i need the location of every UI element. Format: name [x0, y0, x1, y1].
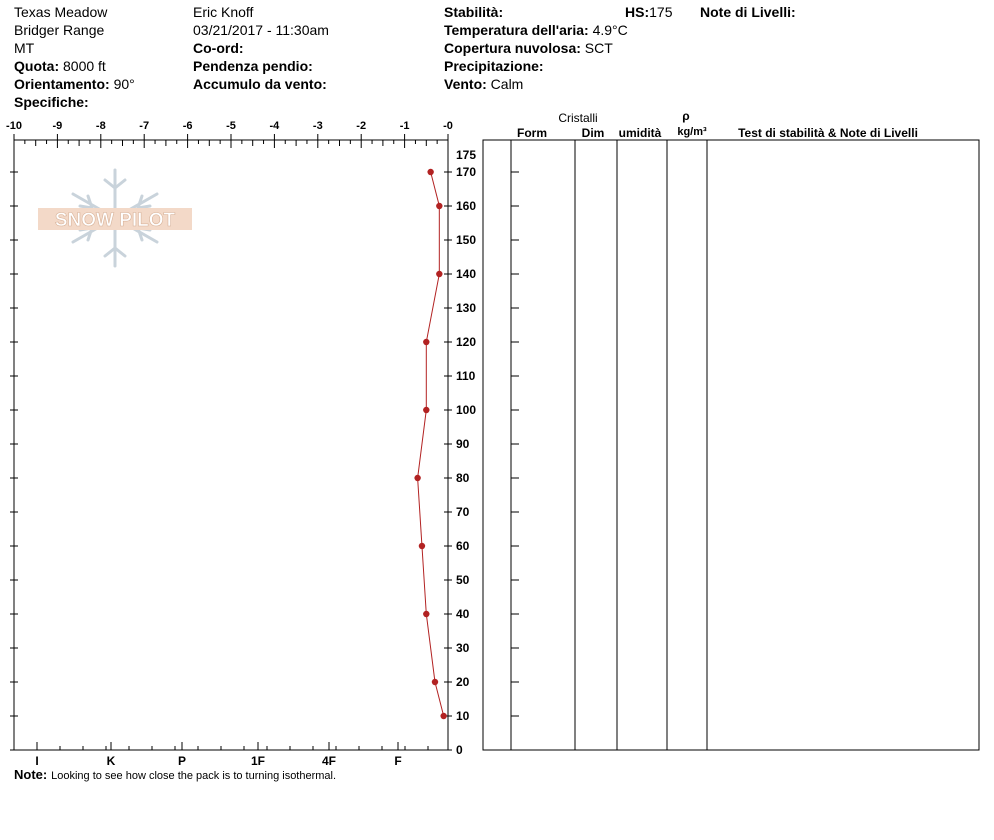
- height-tick-label: 150: [456, 233, 477, 247]
- profile-point: [414, 475, 420, 481]
- temp-tick-label: -6: [182, 120, 193, 132]
- height-tick-label: 80: [456, 471, 470, 485]
- accumulo-label: Accumulo da vento:: [193, 76, 327, 92]
- height-tick-label: 90: [456, 437, 470, 451]
- height-tick-label: 0: [456, 743, 463, 757]
- table-height-ticks: [511, 172, 519, 716]
- profile-point: [419, 543, 425, 549]
- header-dim: Dim: [581, 126, 605, 140]
- copertura-label: Copertura nuvolosa:: [444, 40, 581, 56]
- height-tick-label: 60: [456, 539, 470, 553]
- coord-label: Co-ord:: [193, 40, 244, 56]
- header-umidita: umidità: [618, 126, 662, 140]
- note-livelli-label: Note di Livelli:: [700, 4, 796, 20]
- temp-label: Temperatura dell'aria:: [444, 22, 589, 38]
- observer-name: Eric Knoff: [193, 4, 254, 20]
- header-cristalli: Cristalli: [558, 111, 598, 125]
- location-name: Texas Meadow: [14, 4, 108, 20]
- temp-tick-label: -1: [399, 120, 410, 132]
- specifiche-label: Specifiche:: [14, 94, 89, 110]
- logo-text: SNOW PILOT: [54, 210, 176, 231]
- temp-tick-label: -0: [443, 120, 453, 132]
- quota-value: 8000 ft: [63, 58, 106, 74]
- header-rho-unit: kg/m³: [677, 126, 707, 138]
- height-tick-label: 40: [456, 607, 470, 621]
- profile-point: [423, 611, 429, 617]
- profile-point: [436, 271, 442, 277]
- header-form: Form: [517, 126, 547, 140]
- hardness-label: P: [177, 754, 187, 768]
- temp-tick-label: -3: [312, 120, 323, 132]
- temp-tick-label: -5: [226, 120, 236, 132]
- height-tick-label: 110: [456, 369, 476, 383]
- hs-value: 175: [649, 4, 673, 20]
- temp-tick-label: -10: [6, 120, 22, 132]
- state-name: MT: [14, 40, 35, 56]
- height-tick-label: 120: [456, 335, 477, 349]
- profile-point: [440, 713, 446, 719]
- temp-tick-label: -2: [356, 120, 367, 132]
- height-tick-label: 140: [456, 267, 477, 281]
- profile-point: [436, 203, 442, 209]
- profile-line: [418, 172, 444, 716]
- height-tick-label: 100: [456, 403, 477, 417]
- height-tick-label: 50: [456, 573, 470, 587]
- hardness-labels: [14, 742, 428, 768]
- temperature-profile: [414, 169, 446, 719]
- temperature-ticks: [6, 120, 453, 148]
- height-tick-label: 170: [456, 165, 477, 179]
- height-tick-label: 30: [456, 641, 470, 655]
- hardness-label: 4F: [321, 754, 337, 768]
- profile-point: [427, 169, 433, 175]
- profile-point: [423, 407, 429, 413]
- pendenza-label: Pendenza pendio:: [193, 58, 313, 74]
- stabilita-label: Stabilità:: [444, 4, 504, 20]
- profile-point: [423, 339, 429, 345]
- temp-value: 4.9°C: [592, 22, 628, 38]
- snowpilot-logo: [38, 170, 192, 266]
- note-label: Note:: [14, 767, 48, 782]
- orientamento-label: Orientamento:: [14, 76, 110, 92]
- height-tick-label: 20: [456, 675, 470, 689]
- height-tick-label: 70: [456, 505, 470, 519]
- height-tick-label: 10: [456, 709, 470, 723]
- note-row: [14, 766, 336, 782]
- note-text: Looking to see how close the pack is to turning isothermal.: [51, 770, 337, 782]
- header-rho: ρ: [682, 109, 690, 123]
- observation-datetime: 03/21/2017 - 11:30am: [193, 22, 329, 38]
- hardness-label: K: [106, 754, 116, 768]
- header-test: Test di stabilità & Note di Livelli: [738, 126, 918, 140]
- vento-value: Calm: [490, 76, 524, 92]
- profile-point: [432, 679, 438, 685]
- range-name: Bridger Range: [14, 22, 105, 38]
- hardness-label: F: [394, 754, 402, 768]
- hardness-label: 1F: [250, 754, 266, 768]
- copertura-value: SCT: [584, 40, 613, 56]
- hs-label: HS:: [625, 4, 650, 20]
- temp-tick-label: -4: [269, 120, 280, 132]
- height-tick-label: 175: [456, 148, 477, 162]
- vento-label: Vento:: [444, 76, 487, 92]
- orientamento-value: 90°: [113, 76, 135, 92]
- layers-table-frame: [483, 140, 979, 750]
- precip-label: Precipitazione:: [444, 58, 544, 74]
- temp-tick-label: -8: [95, 120, 106, 132]
- hardness-label: I: [35, 754, 39, 768]
- height-tick-label: 130: [456, 301, 477, 315]
- temp-tick-label: -7: [139, 120, 150, 132]
- temp-tick-label: -9: [52, 120, 63, 132]
- height-tick-label: 160: [456, 199, 477, 213]
- quota-label: Quota:: [14, 58, 60, 74]
